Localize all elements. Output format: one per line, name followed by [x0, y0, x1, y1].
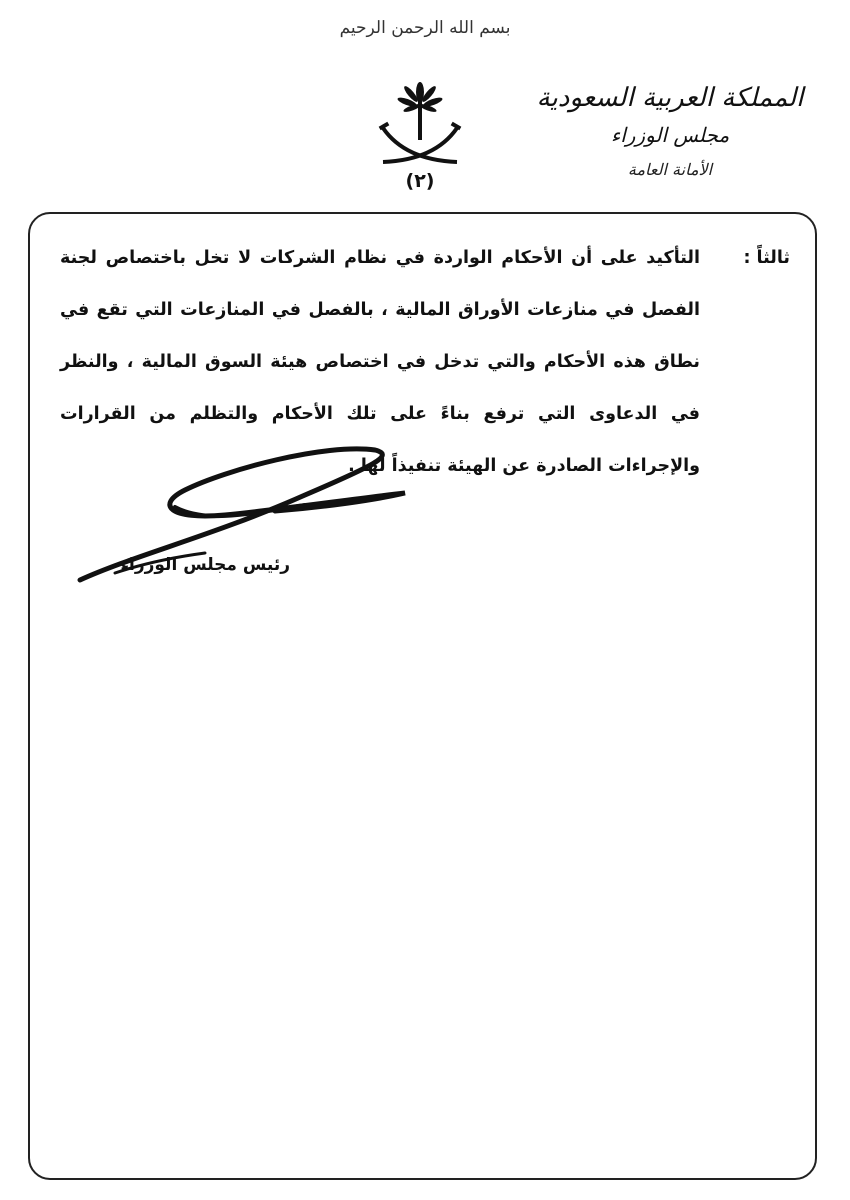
saudi-emblem-icon: [375, 78, 465, 170]
basmala-heading: بسم الله الرحمن الرحيم: [339, 18, 511, 38]
council-name: مجلس الوزراء: [610, 123, 730, 147]
secretariat-name: الأمانة العامة: [627, 160, 713, 179]
clause-label: ثالثاً :: [743, 248, 790, 268]
clause-body: التأكيد على أن الأحكام الواردة في نظام الشركات لا تخل باختصاص لجنة الفصل في منازعات الأوراق المالية ، بالفصل في المنازعات التي تقع في نطاق هذه الأحكام والتي تدخل في اختصاص هيئة السوق المالية ، والنظر في الدعاوى التي ترفع بناءً على تلك الأحكام والتظلم من القرارات والإجراءات الصادرة عن الهيئة تنفيذاً لها .: [60, 248, 700, 476]
kingdom-name: المملكة العربية السعودية: [536, 83, 804, 113]
signer-title: رئيس مجلس الوزراء: [120, 555, 290, 575]
letterhead: [530, 80, 810, 186]
page-number: (٢): [405, 170, 435, 192]
